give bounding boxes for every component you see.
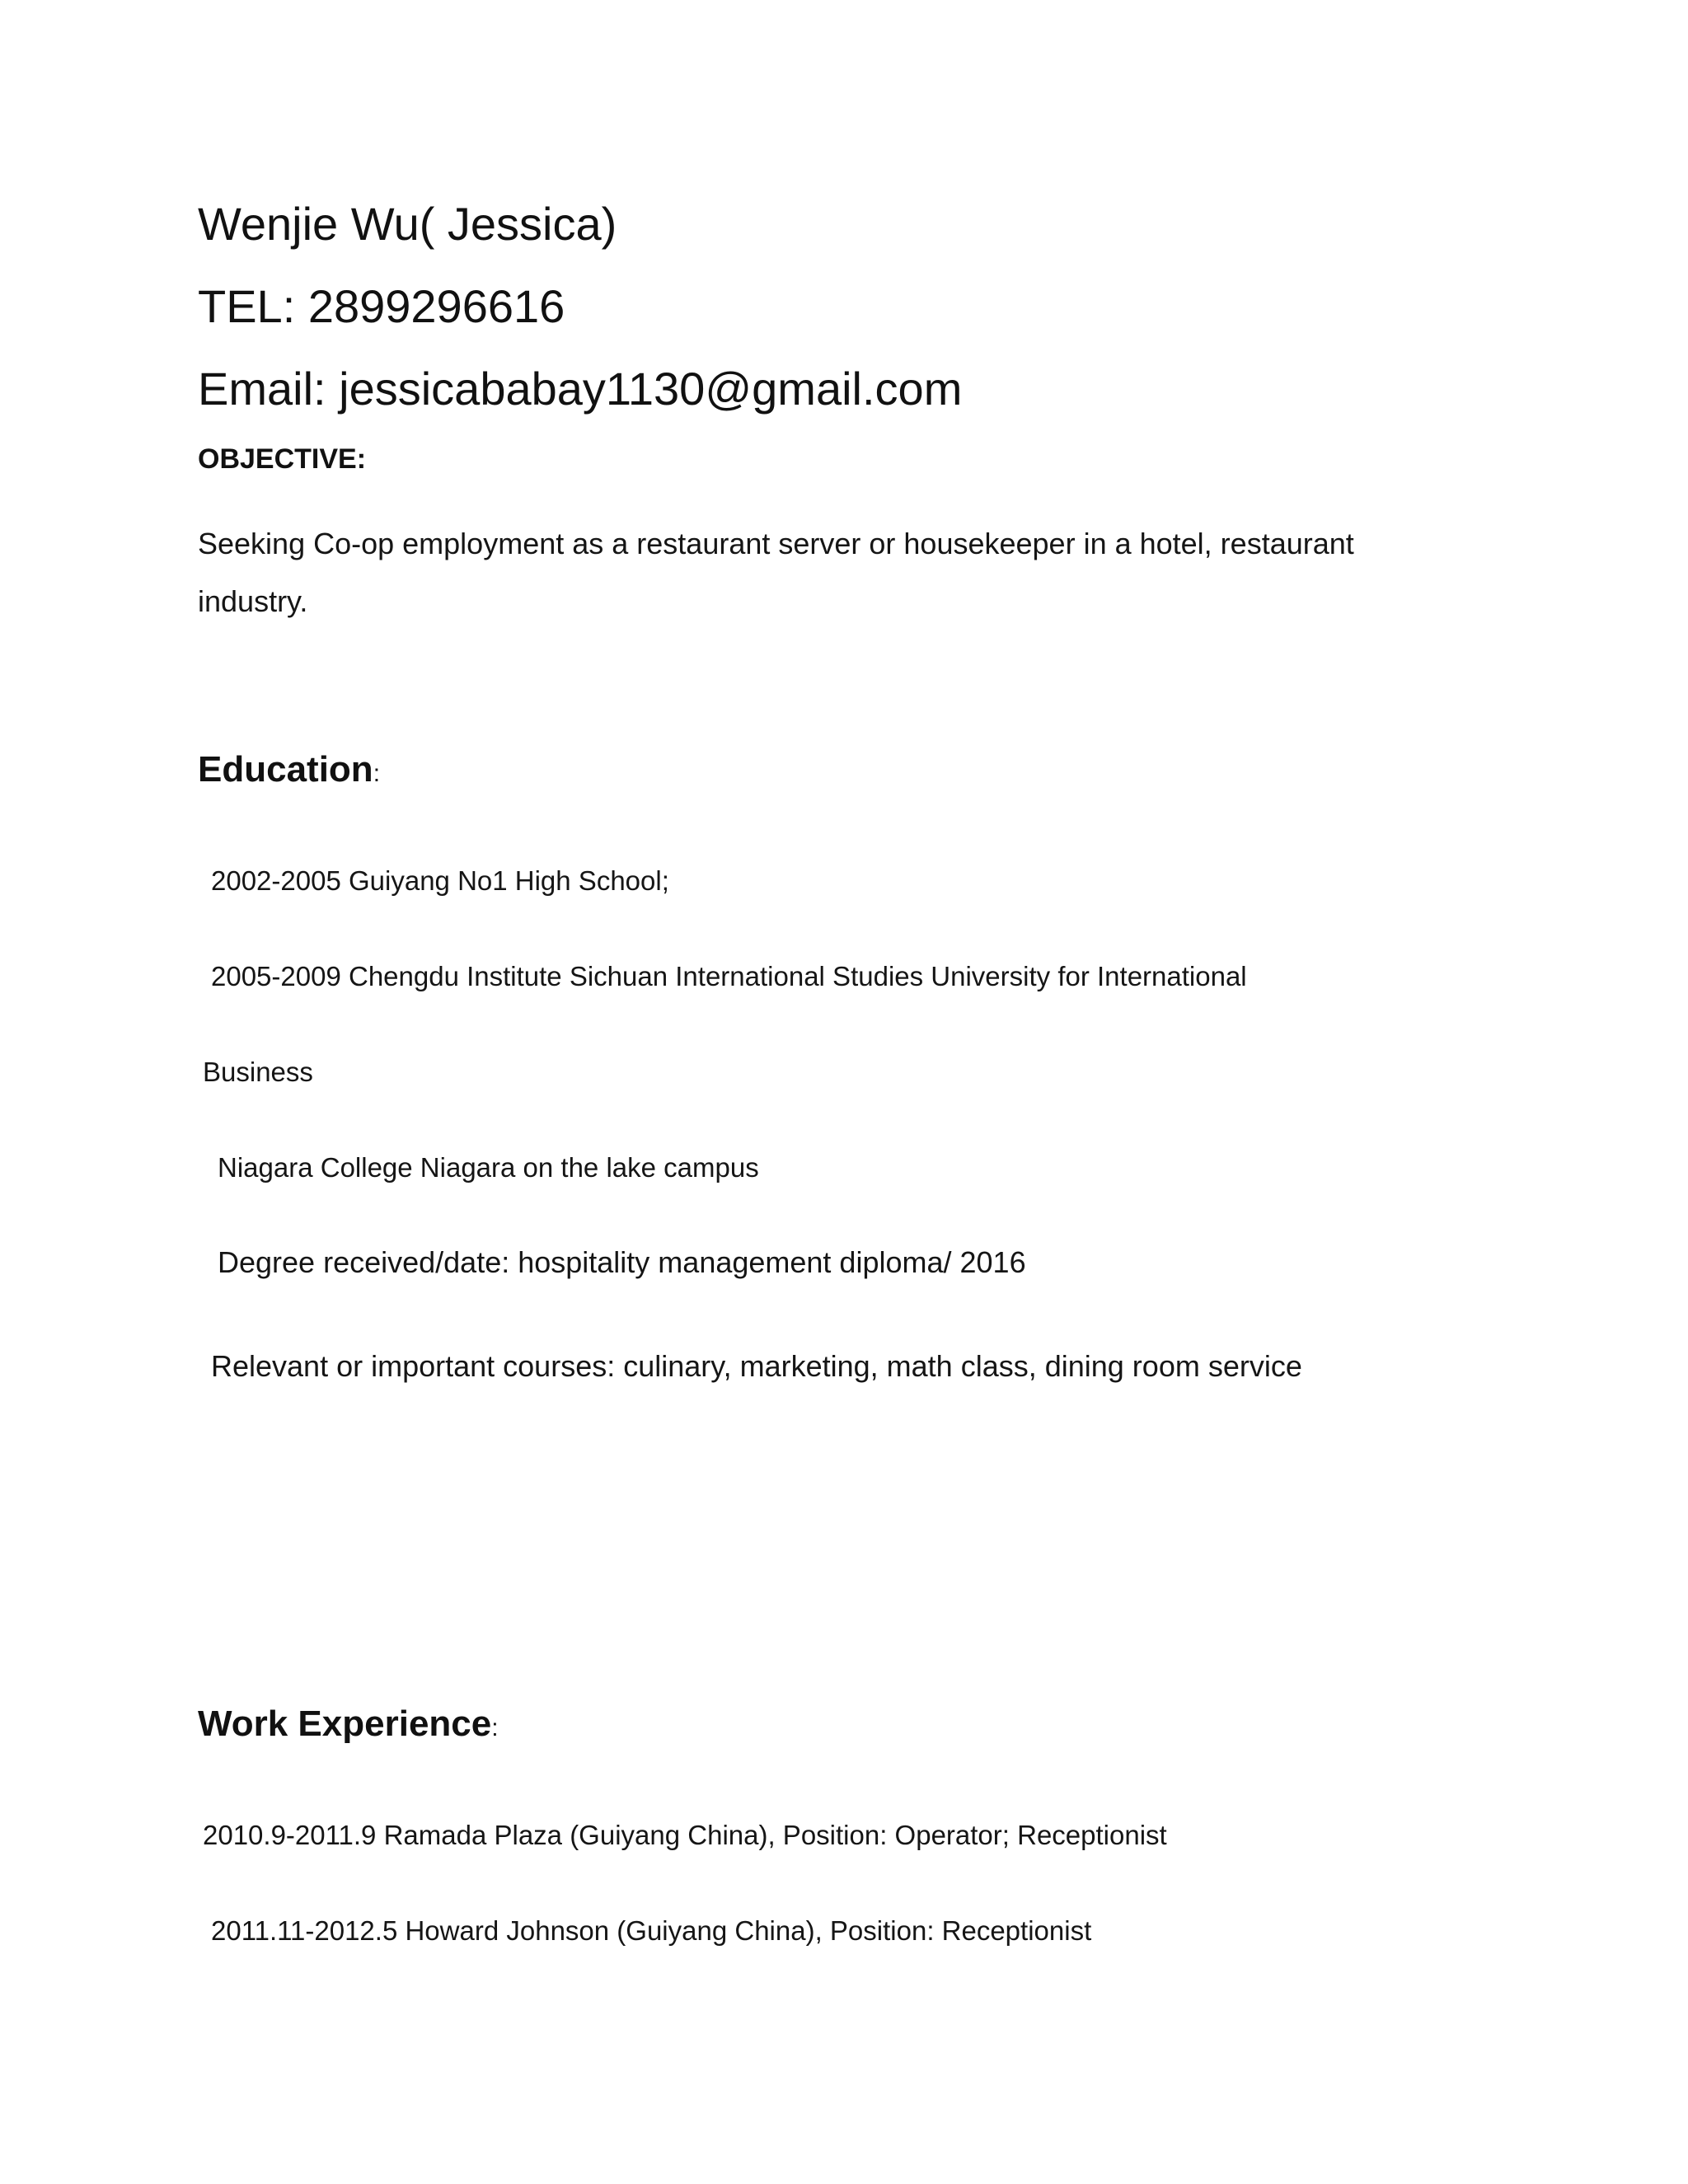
work-entry-howard-johnson: 2011.11-2012.5 Howard Johnson (Guiyang China), Position: Receptionist <box>211 1915 1092 1946</box>
education-entry-university-cont: Business <box>203 1057 313 1087</box>
education-entry-university: 2005-2009 Chengdu Institute Sichuan International Studies University for International <box>211 961 1247 991</box>
email-address: Email: jessicababay1130@gmail.com <box>198 363 963 415</box>
education-entry-college: Niagara College Niagara on the lake campus <box>218 1152 759 1183</box>
work-entry-ramada: 2010.9-2011.9 Ramada Plaza (Guiyang China), Position: Operator; Receptionist <box>203 1820 1167 1850</box>
education-courses: Relevant or important courses: culinary, marketing, math class, dining room service <box>211 1349 1302 1383</box>
work-experience-heading-text: Work Experience <box>198 1704 492 1744</box>
work-experience-heading-colon: : <box>491 1714 499 1741</box>
education-heading <box>198 749 381 790</box>
objective-text-line2: industry. <box>198 584 308 618</box>
work-experience-heading <box>198 1706 499 1742</box>
education-heading-colon: : <box>373 760 381 787</box>
objective-heading: OBJECTIVE: <box>198 443 367 475</box>
candidate-name: Wenjie Wu( Jessica) <box>198 198 617 250</box>
education-entry-high-school: 2002-2005 Guiyang No1 High School; <box>211 865 669 896</box>
phone-number: TEL: 2899296616 <box>198 280 565 332</box>
objective-text-line1: Seeking Co-op employment as a restaurant server or housekeeper in a hotel, restaurant <box>198 527 1354 560</box>
education-degree: Degree received/date: hospitality management diploma/ 2016 <box>218 1245 1026 1279</box>
education-heading-text: Education <box>198 749 373 790</box>
